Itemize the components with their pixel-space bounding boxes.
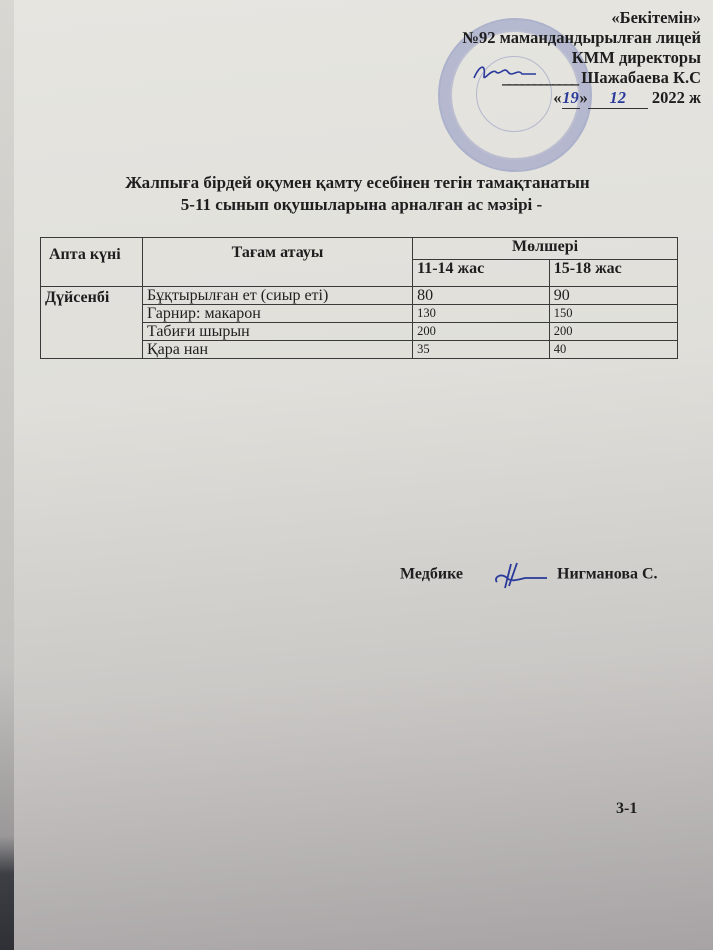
amount-11-14-cell: 35: [413, 341, 550, 359]
amount-11-14-cell: 80: [413, 287, 550, 305]
nurse-signature-block: [400, 560, 658, 590]
day-cell: Дүйсенбі: [41, 287, 143, 359]
header-food: Тағам атауы: [142, 238, 412, 287]
approval-block: [462, 8, 701, 109]
header-age-11-14: 11-14 жас: [413, 260, 550, 287]
food-cell: Қара нан: [142, 341, 412, 359]
amount-11-14-cell: 130: [413, 305, 550, 323]
director-title: КММ директоры: [571, 48, 701, 67]
title-line-1: Жалпыға бірдей оқумен қамту есебінен тегін тамақтанатын: [125, 173, 590, 192]
food-cell: Табиғи шырын: [142, 323, 412, 341]
school-name: №92 мамандандырылған лицей: [462, 28, 701, 47]
amount-15-18-cell: 200: [549, 323, 677, 341]
approval-heading: «Бекітемін»: [611, 8, 701, 27]
document-page: [14, 0, 713, 950]
menu-table: [40, 237, 678, 359]
amount-15-18-cell: 40: [549, 341, 677, 359]
document-title: [0, 172, 713, 216]
header-amount: Мөлшері: [413, 238, 678, 260]
background-edge: [0, 0, 14, 950]
approval-date: «19» 12 2022 ж: [553, 88, 701, 107]
signature-blank: ____________: [502, 68, 578, 87]
amount-11-14-cell: 200: [413, 323, 550, 341]
title-line-2: 5-11 сынып оқушыларына арналған ас мәзірі -: [180, 195, 543, 214]
header-day: Апта күні: [41, 238, 143, 287]
amount-15-18-cell: 150: [549, 305, 677, 323]
nurse-signature-icon: [491, 560, 549, 590]
date-day: 19: [562, 88, 579, 107]
table-row: [41, 287, 678, 305]
nurse-name: Нигманова С.: [557, 565, 658, 583]
food-cell: Бұқтырылған ет (сиыр еті): [142, 287, 412, 305]
director-name-line: [462, 68, 701, 88]
date-year: 2022 ж: [651, 88, 701, 107]
amount-15-18-cell: 90: [549, 287, 677, 305]
header-age-15-18: 15-18 жас: [549, 260, 677, 287]
nurse-role: Медбике: [400, 565, 464, 583]
page-number: 3-1: [616, 800, 638, 817]
date-month: 12: [588, 88, 648, 109]
food-cell: Гарнир: макарон: [142, 305, 412, 323]
director-name: Шажабаева К.С: [581, 68, 701, 87]
